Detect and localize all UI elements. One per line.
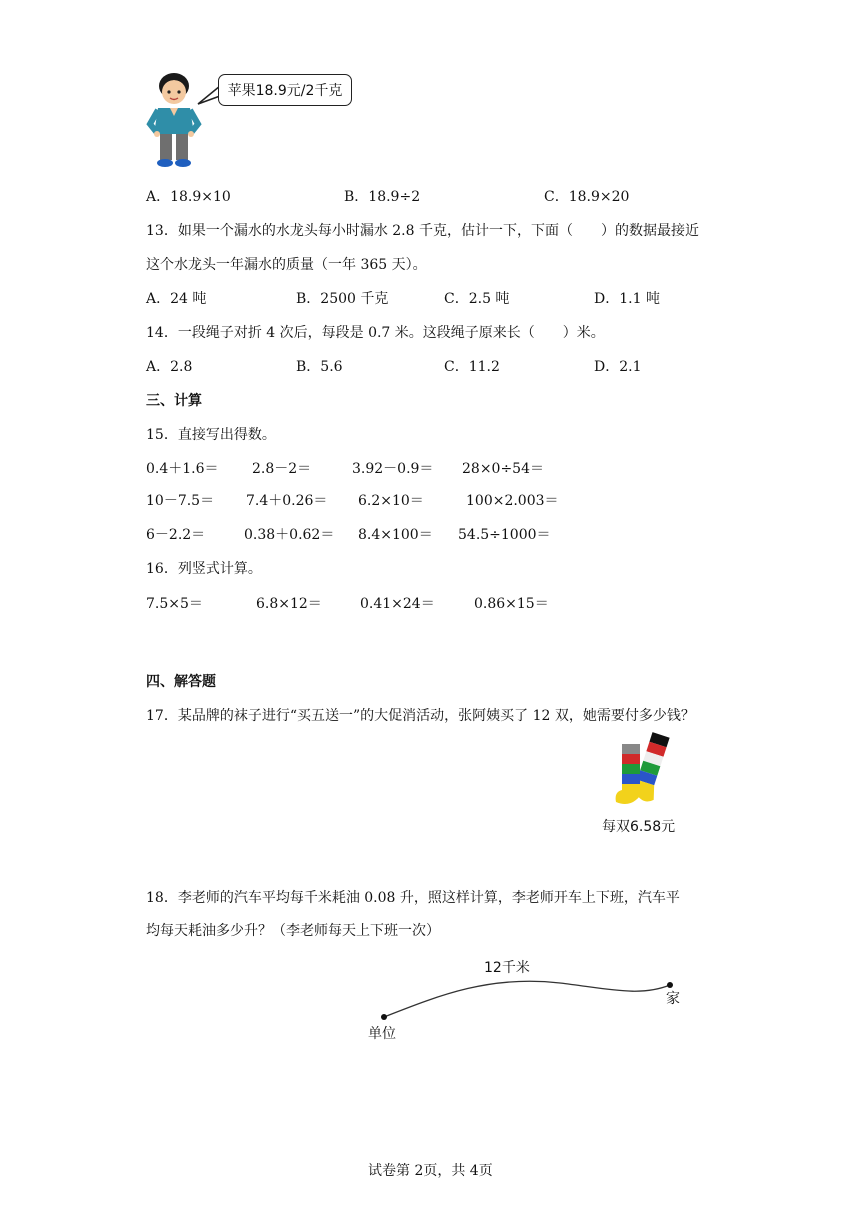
- q12-option-b: B．18.9÷2: [344, 189, 421, 205]
- q12-option-a: A．18.9×10: [146, 189, 231, 205]
- page-footer: 试卷第 2页，共 4页: [368, 1163, 493, 1179]
- q15-item: 3.92－0.9＝: [352, 461, 434, 477]
- price-speech-bubble: 苹果18.9元/2千克: [218, 74, 352, 106]
- q15-item: 54.5÷1000＝: [458, 527, 551, 543]
- q14-text-line1: 14．一段绳子对折 4 次后，每段是 0.7 米。这段绳子原来长（ ）米。: [146, 325, 605, 341]
- q16-title: 16．列竖式计算。: [146, 561, 262, 577]
- q15-item: 6.2×10＝: [358, 493, 424, 509]
- q16-item: 7.5×5＝: [146, 596, 203, 612]
- start-point-dot: [381, 1014, 387, 1020]
- q12-option-c: C．18.9×20: [544, 189, 630, 205]
- q16-item: 0.86×15＝: [474, 596, 549, 612]
- q15-item: 0.38＋0.62＝: [244, 527, 335, 543]
- q14-option-b: B．5.6: [296, 359, 343, 375]
- q13-option-b: B．2500 千克: [296, 291, 389, 307]
- q15-item: 28×0÷54＝: [462, 461, 544, 477]
- q18-text-line1: 18．李老师的汽车平均每千米耗油 0.08 升，照这样计算，李老师开车上下班，汽车平: [146, 890, 680, 906]
- q17-text-line1: 17．某品牌的袜子进行“买五送一”的大促消活动，张阿姨买了 12 双，她需要付多少钱？: [146, 708, 695, 724]
- q15-item: 2.8－2＝: [252, 461, 312, 477]
- q13-text-line2: 这个水龙头一年漏水的质量（一年 365 天）。: [146, 257, 427, 273]
- q13-option-d: D．1.1 吨: [594, 291, 660, 307]
- socks-icon: [610, 730, 674, 810]
- q15-item: 0.4＋1.6＝: [146, 461, 219, 477]
- distance-label: 12千米: [484, 960, 530, 976]
- end-label-home: 家: [666, 991, 680, 1007]
- q15-title: 15．直接写出得数。: [146, 427, 276, 443]
- q15-item: 7.4＋0.26＝: [246, 493, 328, 509]
- q16-item: 0.41×24＝: [360, 596, 435, 612]
- section-heading-calculation: 三、计算: [146, 393, 202, 409]
- q14-option-a: A．2.8: [146, 359, 193, 375]
- q15-item: 8.4×100＝: [358, 527, 433, 543]
- q18-text-line2: 均每天耗油多少升？（李老师每天上下班一次）: [146, 923, 440, 939]
- q14-option-c: C．11.2: [444, 359, 500, 375]
- q13-option-c: C．2.5 吨: [444, 291, 510, 307]
- q13-text-line1: 13．如果一个漏水的水龙头每小时漏水 2.8 千克，估计一下，下面（ ）的数据最接近: [146, 223, 699, 239]
- route-diagram: [370, 975, 690, 1035]
- q16-item: 6.8×12＝: [256, 596, 322, 612]
- start-label-office: 单位: [368, 1026, 396, 1042]
- section-heading-word-problems: 四、解答题: [146, 674, 216, 690]
- q13-option-a: A．24 吨: [146, 291, 207, 307]
- q14-option-d: D．2.1: [594, 359, 642, 375]
- q15-item: 100×2.003＝: [466, 493, 559, 509]
- q15-item: 6－2.2＝: [146, 527, 206, 543]
- sock-price-label: 每双6.58元: [602, 819, 676, 835]
- q15-item: 10－7.5＝: [146, 493, 215, 509]
